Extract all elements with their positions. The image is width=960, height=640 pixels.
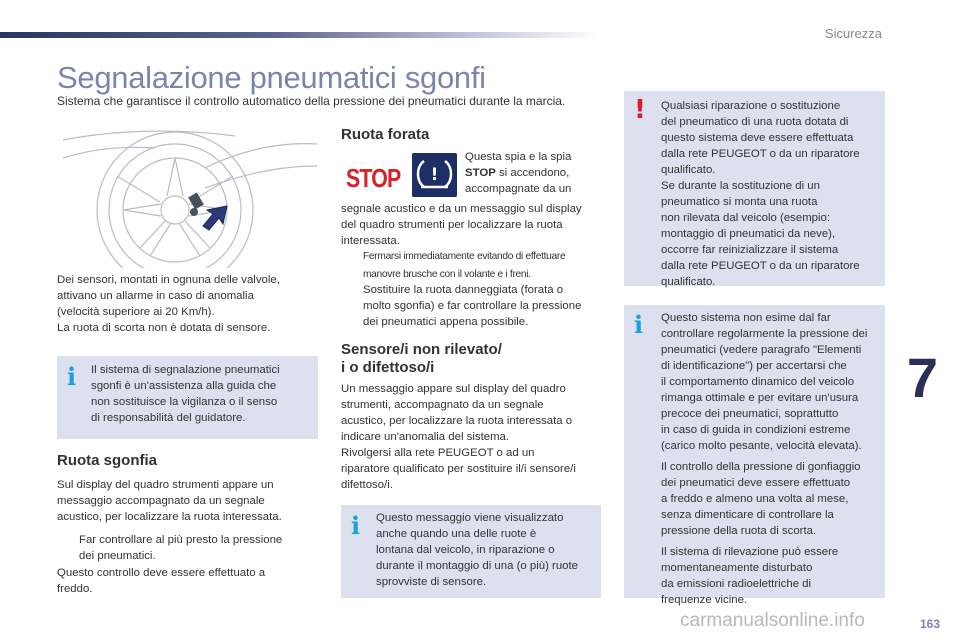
text-line: freddo. xyxy=(57,583,93,595)
ruota-sgonfia-text xyxy=(57,477,319,525)
page-number: 163 xyxy=(919,617,940,631)
info-box-message xyxy=(341,505,601,598)
text-line: acustico, per localizzare la ruota interessata. xyxy=(57,511,282,523)
warning-line: dalla rete PEUGEOT o da un riparatore xyxy=(661,260,860,272)
ruota-forata-side-text xyxy=(465,149,605,197)
heading-line: i o difettoso/i xyxy=(341,359,435,376)
info-icon: i xyxy=(67,362,77,391)
info-line: di responsabilità del guidatore. xyxy=(91,412,246,424)
bullet-line: Fermarsi immediatamente evitando di effettuare xyxy=(363,251,566,262)
text-line: difettoso/i. xyxy=(341,479,393,491)
text-line: Un messaggio appare sul display del quadro xyxy=(341,383,566,395)
info-line: momentaneamente disturbato xyxy=(661,562,813,574)
page-subtitle: Sistema che garantisce il controllo automatico della pressione dei pneumatici durante la marcia. xyxy=(57,94,566,108)
intro-text xyxy=(57,272,317,336)
chapter-number: 7 xyxy=(906,346,938,409)
arrow-icon xyxy=(203,206,227,230)
warning-line: questo sistema deve essere effettuata xyxy=(661,132,854,144)
bullet-line: dei pneumatici appena possibile. xyxy=(363,316,529,328)
sensore-text xyxy=(341,381,606,493)
ruota-forata-text xyxy=(341,201,606,249)
text-line: del quadro strumenti per localizzare la ruota xyxy=(341,219,563,231)
warning-line: qualificato. xyxy=(661,276,716,288)
text-line: accompagnate da un xyxy=(465,183,572,195)
info-line: anche quando una delle ruote è xyxy=(376,528,537,540)
text-line: si accendono, xyxy=(498,167,570,179)
info-line: (carico molto pesante, velocità elevata). xyxy=(661,440,862,452)
heading-ruota-sgonfia: Ruota sgonfia xyxy=(57,452,157,469)
page-title: Segnalazione pneumatici sgonfi xyxy=(57,60,486,95)
info-line: a freddo e almeno una volta al mese, xyxy=(661,493,849,505)
text-line: segnale acustico e da un messaggio sul display xyxy=(341,203,582,215)
info-box-pressure-check xyxy=(624,305,885,606)
warning-line: Se durante la sostituzione di un xyxy=(661,180,820,192)
intro-line: La ruota di scorta non è dotata di sensore. xyxy=(57,322,271,334)
header-bar xyxy=(0,32,600,38)
warning-line: del pneumatico di una ruota dotata di xyxy=(661,116,849,128)
text-line: messaggio accompagnato da un segnale xyxy=(57,495,265,507)
info-line: lontana dal veicolo, in riparazione o xyxy=(376,544,555,556)
text-line: strumenti, accompagnato da un segnale xyxy=(341,399,544,411)
info-line: Il sistema di segnalazione pneumatici xyxy=(91,364,280,376)
info-line: frequenze vicine. xyxy=(661,594,748,606)
info-line: dei pneumatici deve essere effettuato xyxy=(661,477,851,489)
heading-ruota-forata: Ruota forata xyxy=(341,126,430,143)
warning-box-repair xyxy=(624,91,885,286)
warning-line: pneumatico si monta una ruota xyxy=(661,196,818,208)
warning-line: occorre far reinizializzare il sistema xyxy=(661,244,839,256)
info-line: sprovviste di sensore. xyxy=(376,576,487,588)
heading-line: Sensore/i non rilevato/ xyxy=(341,341,502,358)
text-line: Sul display del quadro strumenti appare un xyxy=(57,479,274,491)
heading-sensore xyxy=(341,341,502,377)
info-icon: i xyxy=(634,310,644,339)
info-line: in caso di guida in condizioni estreme xyxy=(661,424,851,436)
info-line: controllare regolarmente la pressione dei xyxy=(661,328,868,340)
bullet-line: molto sgonfia) e far controllare la pressione xyxy=(363,300,582,312)
info-line: di identificazione") per accertarsi che xyxy=(661,360,847,372)
info-line: da emissioni radioelettriche di xyxy=(661,578,812,590)
info-line: Il sistema di rilevazione può essere xyxy=(661,546,839,558)
text-line: indicare un'anomalia del sistema. xyxy=(341,431,510,443)
warning-line: montaggio di pneumatici da neve), xyxy=(661,228,836,240)
info-line: senza dimenticare di controllare la xyxy=(661,509,834,521)
info-line: pneumatici (vedere paragrafo "Elementi xyxy=(661,344,862,356)
info-line: Il controllo della pressione di gonfiaggio xyxy=(661,461,861,473)
info-line: pressione della ruota di scorta. xyxy=(661,525,817,537)
warning-line: dalla rete PEUGEOT o da un riparatore xyxy=(661,148,860,160)
ruota-forata-bullet-1 xyxy=(363,249,608,283)
bullet-line: Far controllare al più presto la pressione xyxy=(79,534,283,546)
warning-line: qualificato. xyxy=(661,164,716,176)
info-line: sgonfi è un'assistenza alla guida che xyxy=(91,380,277,392)
ruota-forata-bullet-2 xyxy=(363,282,608,330)
warning-icon: ! xyxy=(634,95,646,125)
text-line: riparatore qualificato per sostituire il/i sensore/i xyxy=(341,463,576,475)
stop-bold-text: STOP xyxy=(465,167,496,179)
text-line: Rivolgersi alla rete PEUGEOT o ad un xyxy=(341,447,535,459)
info-line: Questo sistema non esime dal far xyxy=(661,312,831,324)
intro-line: attivano un allarme in caso di anomalia xyxy=(57,290,254,302)
text-line: Questo controllo deve essere effettuato a xyxy=(57,567,266,579)
stop-warning-icon: STOP xyxy=(346,163,401,193)
bullet-line: manovre brusche con il volante e i freni. xyxy=(363,269,531,280)
intro-line: Dei sensori, montati in ognuna delle valvole, xyxy=(57,274,280,286)
text-line: Questa spia e la spia xyxy=(465,151,572,163)
tpms-exclamation: ! xyxy=(430,165,439,185)
section-name: Sicurezza xyxy=(824,26,882,41)
info-line: rimanga ottimale e per evitare un'usura xyxy=(661,392,859,404)
warning-line: Qualsiasi riparazione o sostituzione xyxy=(661,100,841,112)
info-box-assistance xyxy=(57,356,318,439)
intro-line: (velocità superiore ai 20 Km/h). xyxy=(57,306,215,318)
info-icon: i xyxy=(351,511,361,540)
ruota-sgonfia-note xyxy=(57,565,319,597)
warning-line: non rilevata dal veicolo (esempio: xyxy=(661,212,831,224)
ruota-sgonfia-bullet xyxy=(79,532,319,564)
info-line: il comportamento dinamico del veicolo xyxy=(661,376,855,388)
info-line: durante il montaggio di una (o più) ruote xyxy=(376,560,578,572)
bullet-line: dei pneumatici. xyxy=(79,550,156,562)
info-line: precoce dei pneumatici, soprattutto xyxy=(661,408,839,420)
info-line: non sostituisce la vigilanza o il senso xyxy=(91,396,278,408)
text-line: interessata. xyxy=(341,235,400,247)
watermark: carmanualsonline.info xyxy=(680,610,865,631)
tyre-pressure-warning-icon xyxy=(412,153,457,197)
info-line: Questo messaggio viene visualizzato xyxy=(376,512,564,524)
wheel-illustration xyxy=(55,118,320,268)
bullet-line: Sostituire la ruota danneggiata (forata o xyxy=(363,284,564,296)
text-line: acustico, per localizzare la ruota interessata o xyxy=(341,415,573,427)
